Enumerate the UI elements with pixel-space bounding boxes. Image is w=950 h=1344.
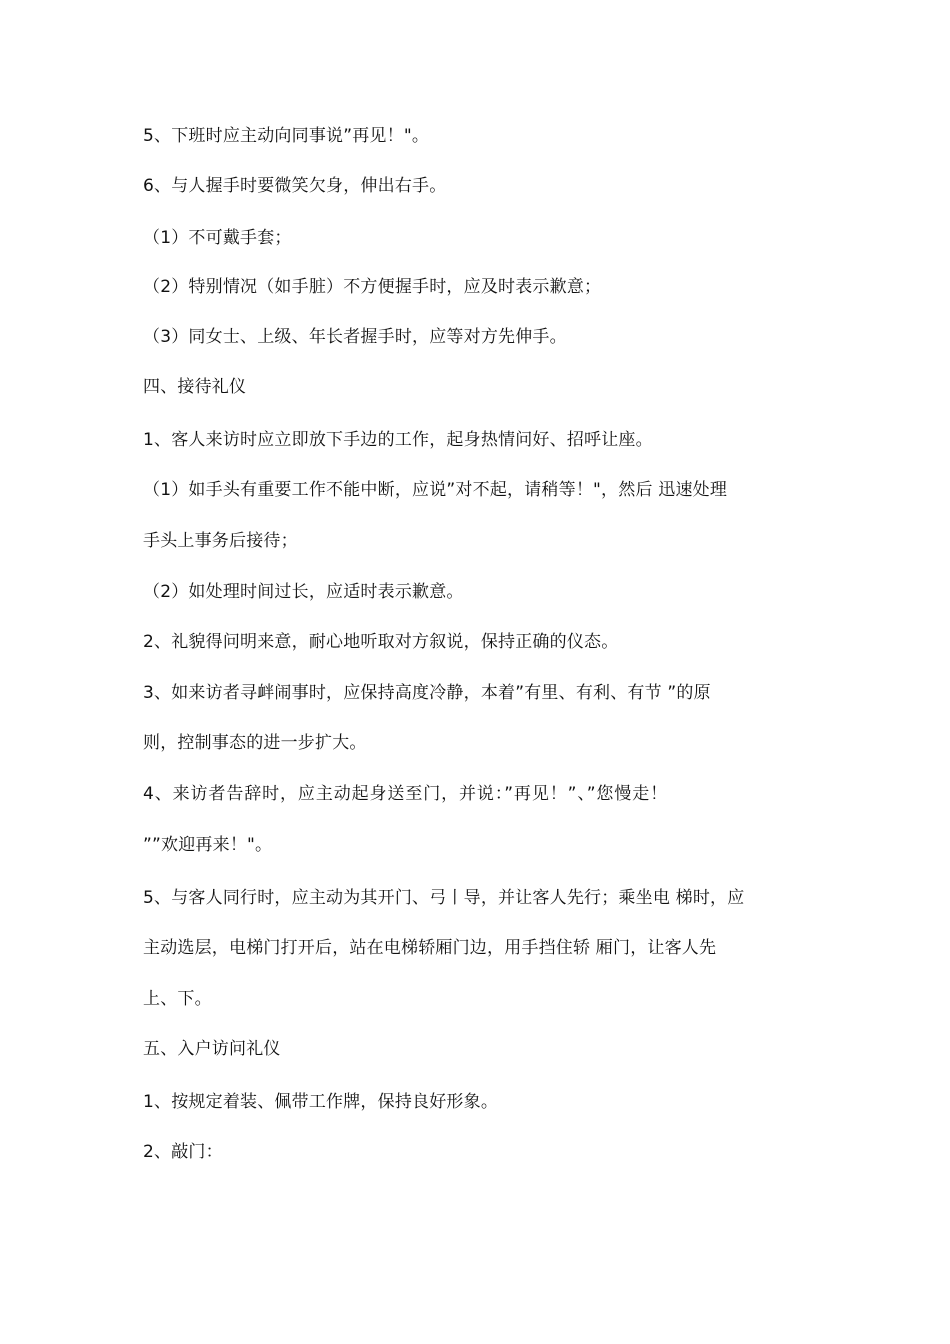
text-line-10: （2）如处理时间过长，应适时表示歉意。 bbox=[143, 582, 464, 602]
text-line-9: 手头上事务后接待； bbox=[143, 531, 298, 551]
text-line-8: （1）如手头有重要工作不能中断，应说”对不起，请稍等！"，然后 迅速处理 bbox=[143, 480, 728, 500]
text-line-20: 1、按规定着装、佩带工作牌，保持良好形象。 bbox=[143, 1092, 499, 1112]
text-line-4: （2）特别情况（如手脏）不方便握手时，应及时表示歉意； bbox=[143, 277, 602, 297]
section-heading-reception: 四、接待礼仪 bbox=[143, 377, 247, 397]
text-line-7: 1、客人来访时应立即放下手边的工作，起身热情问好、招呼让座。 bbox=[143, 430, 653, 450]
text-line-11: 2、礼貌得问明来意，耐心地听取对方叙说，保持正确的仪态。 bbox=[143, 632, 619, 652]
section-heading-home-visit: 五、入户访问礼仪 bbox=[143, 1039, 281, 1059]
text-line-12: 3、如来访者寻衅闹事时，应保持高度冷静，本着”有里、有利、有节 ”的原 bbox=[143, 683, 711, 703]
text-line-18: 上、下。 bbox=[143, 989, 212, 1009]
text-line-2: 6、与人握手时要微笑欠身，伸出右手。 bbox=[143, 176, 447, 196]
text-line-13: 则，控制事态的进一步扩大。 bbox=[143, 733, 367, 753]
text-line-1: 5、下班时应主动向同事说”再见！"。 bbox=[143, 126, 430, 146]
text-line-3: （1）不可戴手套； bbox=[143, 228, 292, 248]
text-line-15: ””欢迎再来！"。 bbox=[143, 835, 273, 855]
text-line-14: 4、来访者告辞时，应主动起身送至门，并说：”再见！”、”您慢走！ bbox=[143, 784, 669, 804]
text-line-21: 2、敲门： bbox=[143, 1142, 223, 1162]
text-line-5: （3）同女士、上级、年长者握手时，应等对方先伸手。 bbox=[143, 327, 567, 347]
text-line-16: 5、与客人同行时，应主动为其开门、弓丨导，并让客人先行；乘坐电 梯时，应 bbox=[143, 888, 745, 908]
text-line-17: 主动选层，电梯门打开后，站在电梯轿厢门边，用手挡住轿 厢门，让客人先 bbox=[143, 938, 717, 958]
